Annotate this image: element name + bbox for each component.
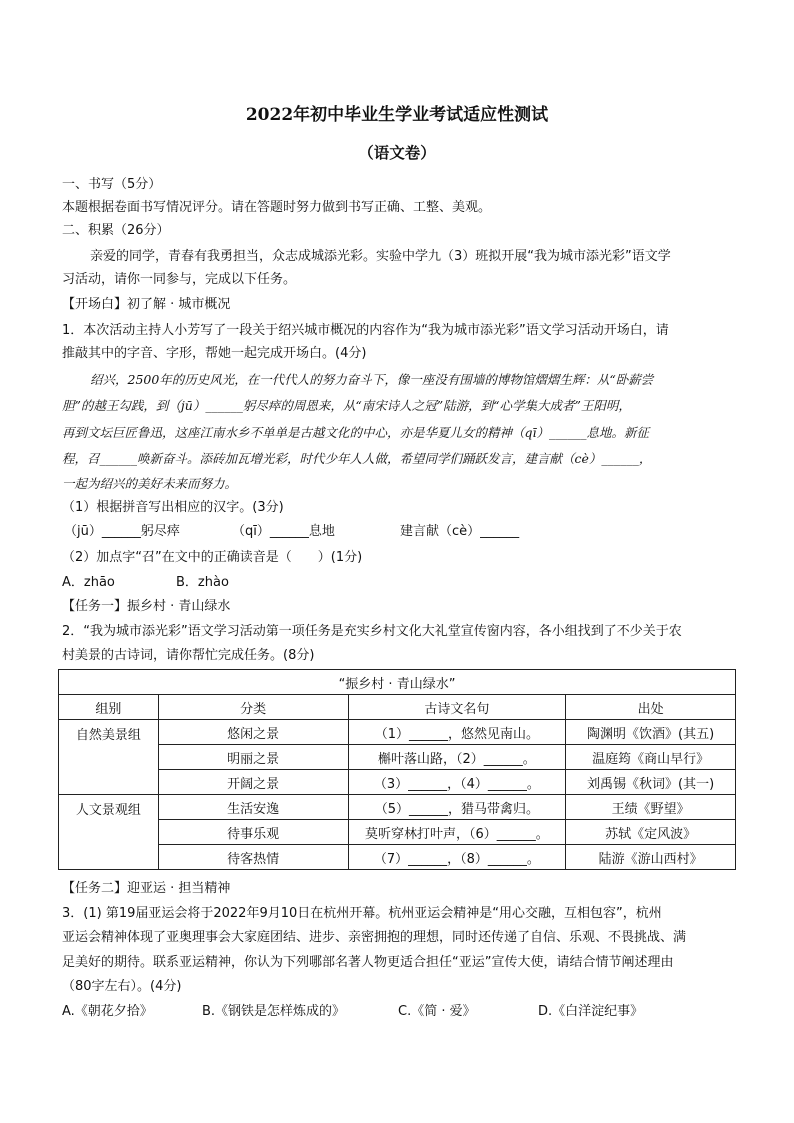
q1-sub1: （1）根据拼音写出相应的汉字。(3分) <box>62 500 284 515</box>
option-b-zhao4[interactable]: B．zhào <box>176 575 229 590</box>
q3-option-b[interactable]: B.《钢铁是怎样炼成的》 <box>202 1004 346 1019</box>
q1-sub2: （2）加点字“召”在文中的正确读音是（ ）(1分) <box>62 550 363 565</box>
row-category: 开阔之景 <box>158 770 348 795</box>
passage-line1: 绍兴，2500年的历史风光，在一代代人的努力奋斗下，像一座没有围墙的博物馆熠熠生辉：从“卧薪尝 <box>90 372 654 387</box>
section1-heading: 一、书写（5分） <box>62 177 162 192</box>
passage-line3: 再到文坛巨匠鲁迅，这座江南水乡不单单是古越文化的中心，亦是华夏儿女的精神（qī）______息地。新征 <box>62 425 650 440</box>
table-row <box>59 720 736 745</box>
blank-qi[interactable]: （qī）______息地 <box>232 524 335 539</box>
row-category: 明丽之景 <box>158 745 348 770</box>
passage-line2: 胆”的越王勾践，到（jū）______躬尽瘁的周恩来，从“南宋诗人之冠”陆游，到“心学集大成者”王阳明， <box>62 398 631 413</box>
task2-heading: 【任务二】迎亚运 · 担当精神 <box>62 881 231 896</box>
row-source: 陆游《游山西村》 <box>566 845 736 870</box>
section2-intro-line2: 习活动，请你一同参与，完成以下任务。 <box>62 272 297 287</box>
part-open-heading: 【开场白】初了解 · 城市概况 <box>62 297 231 312</box>
row-category: 悠闲之景 <box>158 720 348 745</box>
row-category: 生活安逸 <box>158 795 348 820</box>
passage-line4: 程，召______唤新奋斗。添砖加瓦增光彩，时代少年人人做，希望同学们踊跃发言，建言献（cè）______， <box>62 451 652 466</box>
table-row <box>59 770 736 795</box>
q3-option-c[interactable]: C.《简 · 爱》 <box>398 1004 476 1019</box>
header-group: 组别 <box>59 695 159 720</box>
exam-title: 2022年初中毕业生学业考试适应性测试 <box>245 105 549 125</box>
row-source: 苏轼《定风波》 <box>566 820 736 845</box>
q3-option-a[interactable]: A.《朝花夕拾》 <box>62 1004 153 1019</box>
row-source: 陶渊明《饮酒》(其五) <box>566 720 736 745</box>
q1-line2: 推敲其中的字音、字形，帮她一起完成开场白。(4分) <box>62 346 367 361</box>
header-line: 古诗文名句 <box>348 695 566 720</box>
header-source: 出处 <box>566 695 736 720</box>
option-a-zhao1[interactable]: A．zhāo <box>62 575 115 590</box>
group-nature: 自然美景组 <box>59 720 159 795</box>
table-row <box>59 795 736 820</box>
row-category: 待客热情 <box>158 845 348 870</box>
q3-option-d[interactable]: D.《白洋淀纪事》 <box>538 1004 644 1019</box>
passage-line5: 一起为绍兴的美好未来而努力。 <box>62 476 238 491</box>
q3-line4: （80字左右）。(4分) <box>62 979 182 994</box>
poem-table <box>58 669 736 870</box>
q1-line1: 1．本次活动主持人小芳写了一段关于绍兴城市概况的内容作为“我为城市添光彩”语文学习活动开场白，请 <box>62 323 669 338</box>
blank-ju[interactable]: （jū）______躬尽瘁 <box>64 524 180 539</box>
row-source: 王绩《野望》 <box>566 795 736 820</box>
row-poem-line[interactable]: （3）______，（4）______。 <box>348 770 566 795</box>
row-poem-line[interactable]: 莫听穿林打叶声，（6）______。 <box>348 820 566 845</box>
q3-line2: 亚运会精神体现了亚奥理事会大家庭团结、进步、亲密拥抱的理想，同时还传递了自信、乐观、不畏挑战、满 <box>62 930 687 945</box>
table-caption: “振乡村 · 青山绿水” <box>59 670 736 695</box>
row-poem-line[interactable]: （7）______，（8）______。 <box>348 845 566 870</box>
row-poem-line[interactable]: （5）______，猎马带禽归。 <box>348 795 566 820</box>
q2-line2: 村美景的古诗词，请你帮忙完成任务。(8分) <box>62 648 315 663</box>
task1-heading: 【任务一】振乡村 · 青山绿水 <box>62 599 231 614</box>
section2-intro-line1: 亲爱的同学，青春有我勇担当，众志成城添光彩。实验中学九（3）班拟开展“我为城市添光彩”语文学 <box>90 249 671 264</box>
row-source: 温庭筠《商山早行》 <box>566 745 736 770</box>
q3-line1: 3．(1) 第19届亚运会将于2022年9月10日在杭州开幕。杭州亚运会精神是“用心交融，互相包容”，杭州 <box>62 906 662 921</box>
row-category: 待事乐观 <box>158 820 348 845</box>
row-poem-line[interactable]: 槲叶落山路，（2）______。 <box>348 745 566 770</box>
table-header-row <box>59 695 736 720</box>
row-poem-line[interactable]: （1）______，悠然见南山。 <box>348 720 566 745</box>
exam-subtitle: （语文卷） <box>358 143 436 162</box>
q2-line1: 2．“我为城市添光彩”语文学习活动第一项任务是充实乡村文化大礼堂宣传窗内容，各小组找到了不少关于农 <box>62 624 682 639</box>
section2-heading: 二、积累（26分） <box>62 223 170 238</box>
row-source: 刘禹锡《秋词》(其一) <box>566 770 736 795</box>
header-category: 分类 <box>158 695 348 720</box>
blank-ce[interactable]: 建言献（cè）______ <box>400 524 520 539</box>
table-row <box>59 820 736 845</box>
q3-line3: 足美好的期待。联系亚运精神，你认为下列哪部名著人物更适合担任“亚运”宣传大使，请结合情节阐述理由 <box>62 955 674 970</box>
table-row <box>59 845 736 870</box>
table-row <box>59 745 736 770</box>
group-culture: 人文景观组 <box>59 795 159 870</box>
section1-text: 本题根据卷面书写情况评分。请在答题时努力做到书写正确、工整、美观。 <box>62 200 492 215</box>
